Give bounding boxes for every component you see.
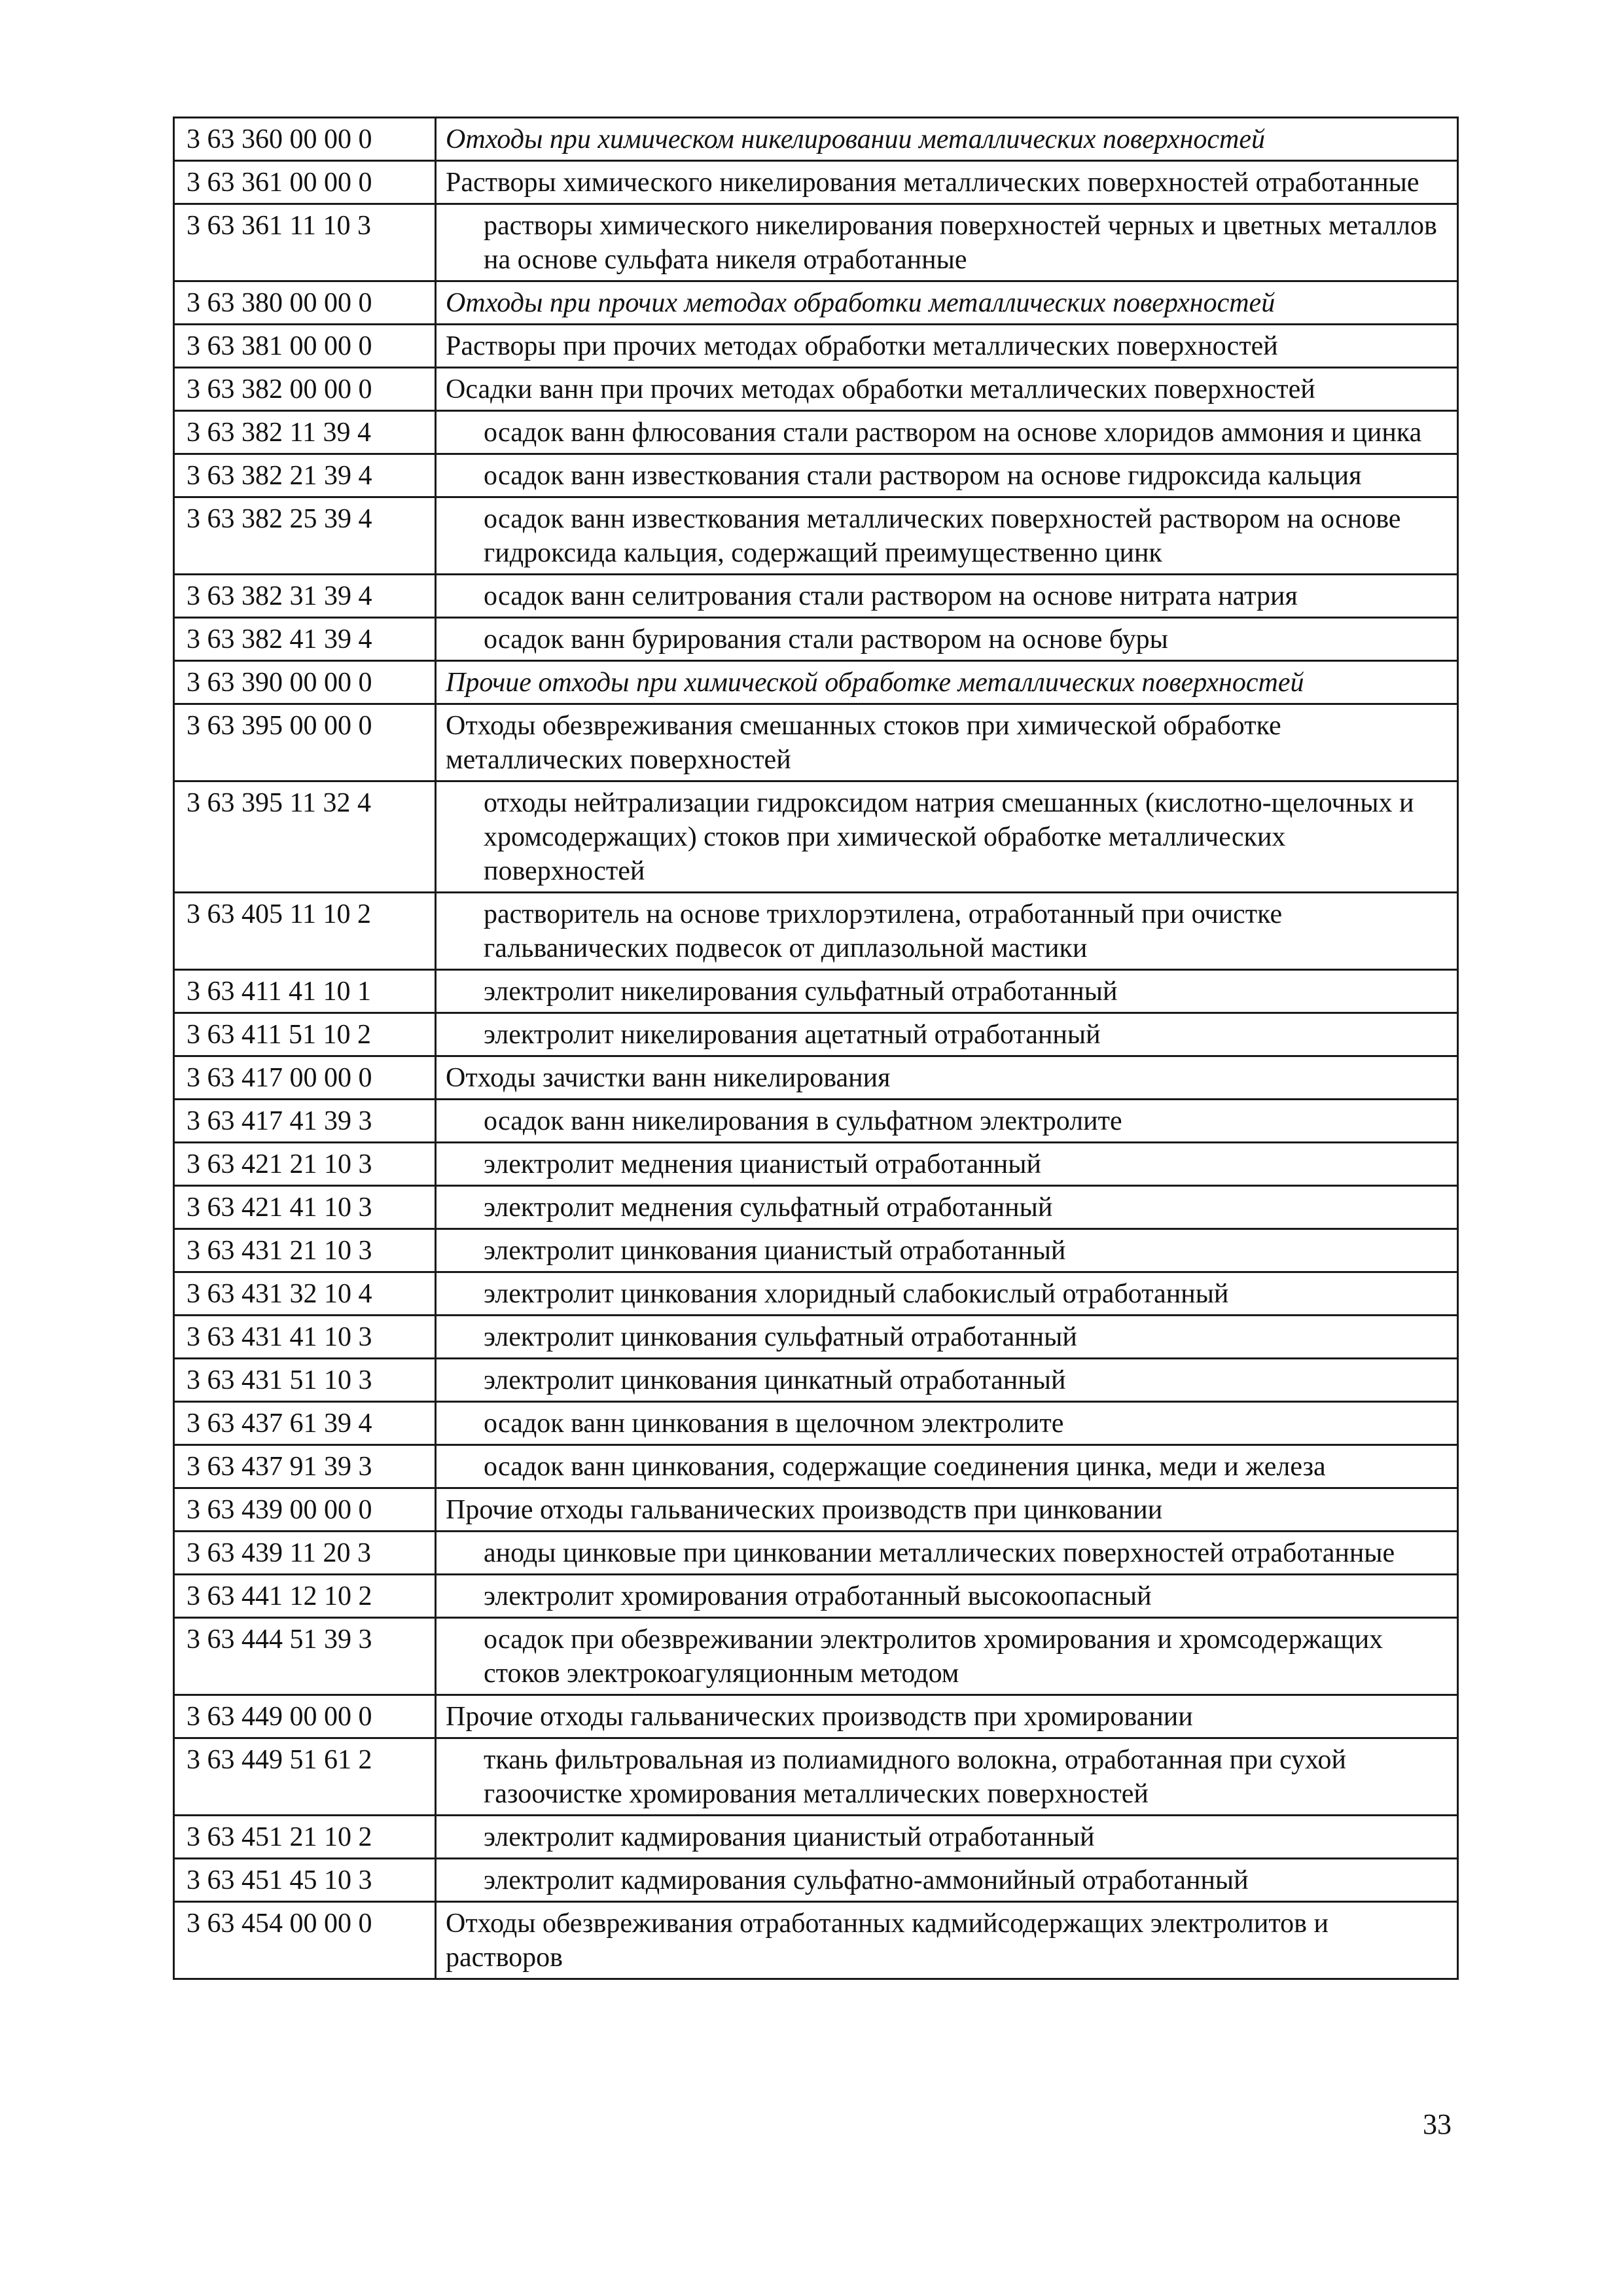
table-row <box>174 618 1458 661</box>
waste-description-cell: электролит меднения цианистый отработанный <box>436 1143 1458 1186</box>
waste-description-cell: электролит цинкования цианистый отработанный <box>436 1229 1458 1272</box>
table-row <box>174 1186 1458 1229</box>
waste-code-table <box>173 117 1459 1980</box>
table-row <box>174 1229 1458 1272</box>
waste-code-cell: 3 63 390 00 00 0 <box>174 661 436 704</box>
table-row <box>174 1902 1458 1979</box>
waste-description-cell: Растворы химического никелирования металлических поверхностей отработанные <box>436 161 1458 204</box>
table-row <box>174 204 1458 281</box>
waste-code-cell: 3 63 437 61 39 4 <box>174 1402 436 1445</box>
table-row <box>174 1143 1458 1186</box>
waste-code-cell: 3 63 381 00 00 0 <box>174 325 436 368</box>
table-row <box>174 1695 1458 1738</box>
waste-description-cell: растворитель на основе трихлорэтилена, отработанный при очистке гальванических подвесок от диплазольной мастики <box>436 893 1458 970</box>
waste-code-cell: 3 63 439 00 00 0 <box>174 1488 436 1532</box>
waste-description-cell: Прочие отходы гальванических производств при хромировании <box>436 1695 1458 1738</box>
waste-description-cell: электролит кадмирования цианистый отработанный <box>436 1816 1458 1859</box>
table-row <box>174 1316 1458 1359</box>
table-row <box>174 1618 1458 1695</box>
waste-code-cell: 3 63 451 21 10 2 <box>174 1816 436 1859</box>
waste-description-cell: осадок ванн никелирования в сульфатном электролите <box>436 1100 1458 1143</box>
waste-code-cell: 3 63 380 00 00 0 <box>174 281 436 325</box>
table-row <box>174 704 1458 781</box>
waste-description-cell: осадок ванн селитрования стали раствором на основе нитрата натрия <box>436 575 1458 618</box>
waste-description-cell: Отходы обезвреживания отработанных кадмийсодержащих электролитов и растворов <box>436 1902 1458 1979</box>
waste-code-cell: 3 63 360 00 00 0 <box>174 118 436 161</box>
waste-description-cell: электролит цинкования цинкатный отработанный <box>436 1359 1458 1402</box>
table-row <box>174 781 1458 893</box>
waste-description-cell: электролит кадмирования сульфатно-аммонийный отработанный <box>436 1859 1458 1902</box>
waste-code-cell: 3 63 437 91 39 3 <box>174 1445 436 1488</box>
table-row <box>174 1859 1458 1902</box>
waste-code-cell: 3 63 361 11 10 3 <box>174 204 436 281</box>
table-row <box>174 1056 1458 1100</box>
waste-code-cell: 3 63 449 51 61 2 <box>174 1738 436 1816</box>
waste-description-cell: Отходы зачистки ванн никелирования <box>436 1056 1458 1100</box>
waste-code-cell: 3 63 395 00 00 0 <box>174 704 436 781</box>
table-row <box>174 661 1458 704</box>
table-row <box>174 1013 1458 1056</box>
page-number: 33 <box>1423 2108 1452 2140</box>
table-row <box>174 1738 1458 1816</box>
table-row <box>174 970 1458 1013</box>
table-row <box>174 411 1458 454</box>
waste-description-cell: осадок ванн цинкования в щелочном электролите <box>436 1402 1458 1445</box>
waste-description-cell: Отходы при химическом никелировании металлических поверхностей <box>436 118 1458 161</box>
table-row <box>174 1272 1458 1316</box>
waste-code-cell: 3 63 431 41 10 3 <box>174 1316 436 1359</box>
table-row <box>174 1575 1458 1618</box>
waste-description-cell: ткань фильтровальная из полиамидного волокна, отработанная при сухой газоочистке хромирования металлических поверхностей <box>436 1738 1458 1816</box>
waste-code-cell: 3 63 421 41 10 3 <box>174 1186 436 1229</box>
waste-description-cell: электролит цинкования хлоридный слабокислый отработанный <box>436 1272 1458 1316</box>
waste-description-cell: электролит хромирования отработанный высокоопасный <box>436 1575 1458 1618</box>
table-row <box>174 1359 1458 1402</box>
waste-code-cell: 3 63 439 11 20 3 <box>174 1532 436 1575</box>
waste-code-cell: 3 63 395 11 32 4 <box>174 781 436 893</box>
waste-code-cell: 3 63 441 12 10 2 <box>174 1575 436 1618</box>
waste-description-cell: электролит никелирования сульфатный отработанный <box>436 970 1458 1013</box>
waste-description-cell: отходы нейтрализации гидроксидом натрия смешанных (кислотно-щелочных и хромсодержащих) стоков при химической обработке металлических поверхностей <box>436 781 1458 893</box>
waste-description-cell: осадок ванн бурирования стали раствором на основе буры <box>436 618 1458 661</box>
table-row <box>174 454 1458 497</box>
waste-code-cell: 3 63 454 00 00 0 <box>174 1902 436 1979</box>
waste-code-cell: 3 63 382 25 39 4 <box>174 497 436 575</box>
waste-description-cell: Прочие отходы при химической обработке металлических поверхностей <box>436 661 1458 704</box>
waste-code-cell: 3 63 421 21 10 3 <box>174 1143 436 1186</box>
table-row <box>174 325 1458 368</box>
waste-description-cell: электролит цинкования сульфатный отработанный <box>436 1316 1458 1359</box>
waste-code-cell: 3 63 382 11 39 4 <box>174 411 436 454</box>
table-row <box>174 497 1458 575</box>
waste-code-cell: 3 63 411 41 10 1 <box>174 970 436 1013</box>
waste-code-cell: 3 63 382 31 39 4 <box>174 575 436 618</box>
waste-code-cell: 3 63 361 00 00 0 <box>174 161 436 204</box>
waste-description-cell: осадок ванн флюсования стали раствором на основе хлоридов аммония и цинка <box>436 411 1458 454</box>
waste-description-cell: Прочие отходы гальванических производств при цинковании <box>436 1488 1458 1532</box>
waste-code-cell: 3 63 431 21 10 3 <box>174 1229 436 1272</box>
table-row <box>174 1402 1458 1445</box>
waste-description-cell: осадок ванн цинкования, содержащие соединения цинка, меди и железа <box>436 1445 1458 1488</box>
table-row <box>174 118 1458 161</box>
waste-description-cell: электролит никелирования ацетатный отработанный <box>436 1013 1458 1056</box>
table-row <box>174 1816 1458 1859</box>
waste-code-cell: 3 63 451 45 10 3 <box>174 1859 436 1902</box>
table-row <box>174 161 1458 204</box>
waste-description-cell: Осадки ванн при прочих методах обработки металлических поверхностей <box>436 368 1458 411</box>
waste-description-cell: осадок ванн известкования стали раствором на основе гидроксида кальция <box>436 454 1458 497</box>
waste-code-cell: 3 63 382 00 00 0 <box>174 368 436 411</box>
waste-code-cell: 3 63 449 00 00 0 <box>174 1695 436 1738</box>
waste-code-cell: 3 63 417 41 39 3 <box>174 1100 436 1143</box>
waste-description-cell: растворы химического никелирования поверхностей черных и цветных металлов на основе сульфата никеля отработанные <box>436 204 1458 281</box>
table-row <box>174 1445 1458 1488</box>
waste-code-cell: 3 63 382 41 39 4 <box>174 618 436 661</box>
waste-code-cell: 3 63 431 32 10 4 <box>174 1272 436 1316</box>
waste-code-cell: 3 63 405 11 10 2 <box>174 893 436 970</box>
table-row <box>174 1100 1458 1143</box>
waste-description-cell: осадок при обезвреживании электролитов хромирования и хромсодержащих стоков электрокоагуляционным методом <box>436 1618 1458 1695</box>
table-row <box>174 1532 1458 1575</box>
waste-description-cell: Отходы при прочих методах обработки металлических поверхностей <box>436 281 1458 325</box>
waste-description-cell: осадок ванн известкования металлических поверхностей раствором на основе гидроксида кальция, содержащий преимущественно цинк <box>436 497 1458 575</box>
waste-code-table-body <box>174 118 1458 1979</box>
table-row <box>174 368 1458 411</box>
waste-code-cell: 3 63 431 51 10 3 <box>174 1359 436 1402</box>
waste-description-cell: электролит меднения сульфатный отработанный <box>436 1186 1458 1229</box>
waste-description-cell: Растворы при прочих методах обработки металлических поверхностей <box>436 325 1458 368</box>
waste-code-cell: 3 63 411 51 10 2 <box>174 1013 436 1056</box>
table-row <box>174 575 1458 618</box>
table-row <box>174 281 1458 325</box>
waste-code-cell: 3 63 417 00 00 0 <box>174 1056 436 1100</box>
waste-code-cell: 3 63 382 21 39 4 <box>174 454 436 497</box>
waste-code-cell: 3 63 444 51 39 3 <box>174 1618 436 1695</box>
table-row <box>174 1488 1458 1532</box>
waste-description-cell: Отходы обезвреживания смешанных стоков при химической обработке металлических поверхностей <box>436 704 1458 781</box>
waste-description-cell: аноды цинковые при цинковании металлических поверхностей отработанные <box>436 1532 1458 1575</box>
table-row <box>174 893 1458 970</box>
